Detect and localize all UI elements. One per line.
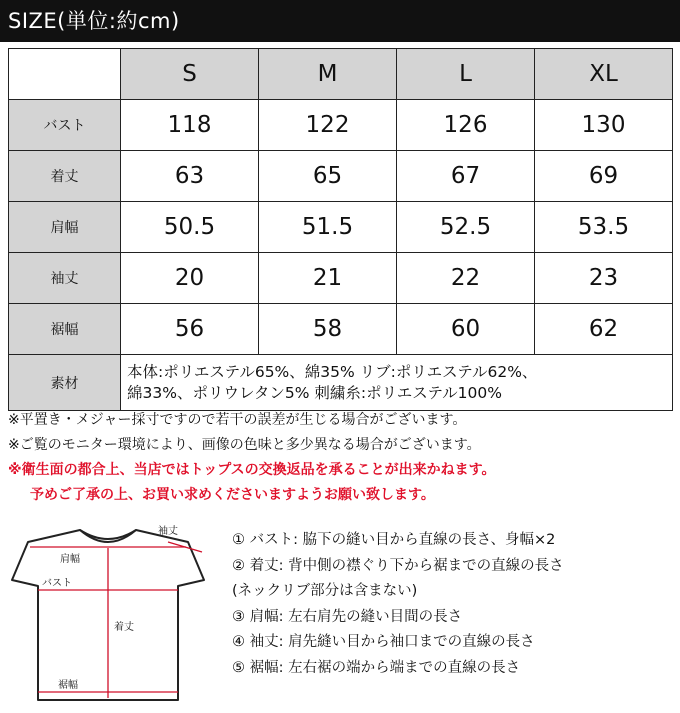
diagram-label-shoulder: 肩幅 bbox=[60, 554, 80, 565]
notes bbox=[8, 408, 672, 508]
legend-hem: ⑤ 裾幅: 左右裾の端から端までの直線の長さ bbox=[232, 659, 521, 676]
diagram-label-sleeve: 袖丈 bbox=[158, 526, 178, 537]
table-cell: 67 bbox=[397, 151, 535, 202]
table-cell: 63 bbox=[121, 151, 259, 202]
table-cell: 52.5 bbox=[397, 202, 535, 253]
size-title: SIZE(単位:約cm) bbox=[8, 9, 180, 33]
diagram-label-length: 着丈 bbox=[114, 622, 134, 633]
table-row bbox=[9, 253, 673, 304]
table-row bbox=[9, 304, 673, 355]
table-cell: 130 bbox=[535, 100, 673, 151]
row-label: 着丈 bbox=[9, 151, 121, 202]
legend-shoulder: ③ 肩幅: 左右肩先の縫い目間の長さ bbox=[232, 608, 463, 625]
material-line-1: 本体:ポリエステル65%、綿35% リブ:ポリエステル62%、 bbox=[127, 362, 538, 381]
tshirt-diagram bbox=[8, 520, 208, 705]
row-label: 袖丈 bbox=[9, 253, 121, 304]
note-monitor: ※ご覧のモニター環境により、画像の色味と多少異なる場合がございます。 bbox=[8, 437, 481, 453]
size-title-bar bbox=[0, 0, 680, 42]
row-label: 肩幅 bbox=[9, 202, 121, 253]
corner-cell bbox=[9, 49, 121, 100]
material-label: 素材 bbox=[9, 355, 121, 411]
legend-bust: ① バスト: 脇下の縫い目から直線の長さ、身幅×2 bbox=[232, 532, 556, 548]
table-cell: 69 bbox=[535, 151, 673, 202]
table-cell: 22 bbox=[397, 253, 535, 304]
material-text bbox=[121, 355, 673, 411]
size-header-row bbox=[9, 49, 673, 100]
note-measurement: ※平置き・メジャー採寸ですので若干の誤差が生じる場合がございます。 bbox=[8, 412, 467, 428]
table-cell: 60 bbox=[397, 304, 535, 355]
row-label: 裾幅 bbox=[9, 304, 121, 355]
table-row bbox=[9, 202, 673, 253]
table-cell: 51.5 bbox=[259, 202, 397, 253]
row-label: バスト bbox=[9, 100, 121, 151]
table-cell: 122 bbox=[259, 100, 397, 151]
table-cell: 20 bbox=[121, 253, 259, 304]
size-header-l: L bbox=[397, 49, 535, 100]
table-cell: 21 bbox=[259, 253, 397, 304]
table-row bbox=[9, 151, 673, 202]
table-cell: 126 bbox=[397, 100, 535, 151]
measurement-legend bbox=[232, 528, 672, 681]
table-cell: 53.5 bbox=[535, 202, 673, 253]
diagram-label-hem: 裾幅 bbox=[58, 680, 78, 691]
table-cell: 56 bbox=[121, 304, 259, 355]
diagram-label-bust: バスト bbox=[42, 578, 72, 589]
size-header-xl: XL bbox=[535, 49, 673, 100]
material-row bbox=[9, 355, 673, 411]
table-cell: 23 bbox=[535, 253, 673, 304]
material-line-2: 綿33%、ポリウレタン5% 刺繍糸:ポリエステル100% bbox=[127, 383, 502, 402]
table-cell: 58 bbox=[259, 304, 397, 355]
table-cell: 62 bbox=[535, 304, 673, 355]
size-header-s: S bbox=[121, 49, 259, 100]
note-no-returns: ※衛生面の都合上、当店ではトップスの交換返品を承ることが出来かねます。 bbox=[8, 462, 496, 478]
legend-length: ② 着丈: 背中側の襟ぐり下から裾までの直線の長さ bbox=[232, 557, 564, 574]
legend-sleeve: ④ 袖丈: 肩先縫い目から袖口までの直線の長さ bbox=[232, 634, 535, 650]
table-row bbox=[9, 100, 673, 151]
tshirt-outline-icon bbox=[8, 520, 208, 705]
table-cell: 118 bbox=[121, 100, 259, 151]
legend-length-note: (ネックリブ部分は含まない) bbox=[232, 583, 418, 599]
size-table bbox=[8, 48, 673, 411]
table-cell: 65 bbox=[259, 151, 397, 202]
size-header-m: M bbox=[259, 49, 397, 100]
table-cell: 50.5 bbox=[121, 202, 259, 253]
note-acknowledge: 予めご了承の上、お買い求めくださいますようお願い致します。 bbox=[30, 487, 435, 503]
